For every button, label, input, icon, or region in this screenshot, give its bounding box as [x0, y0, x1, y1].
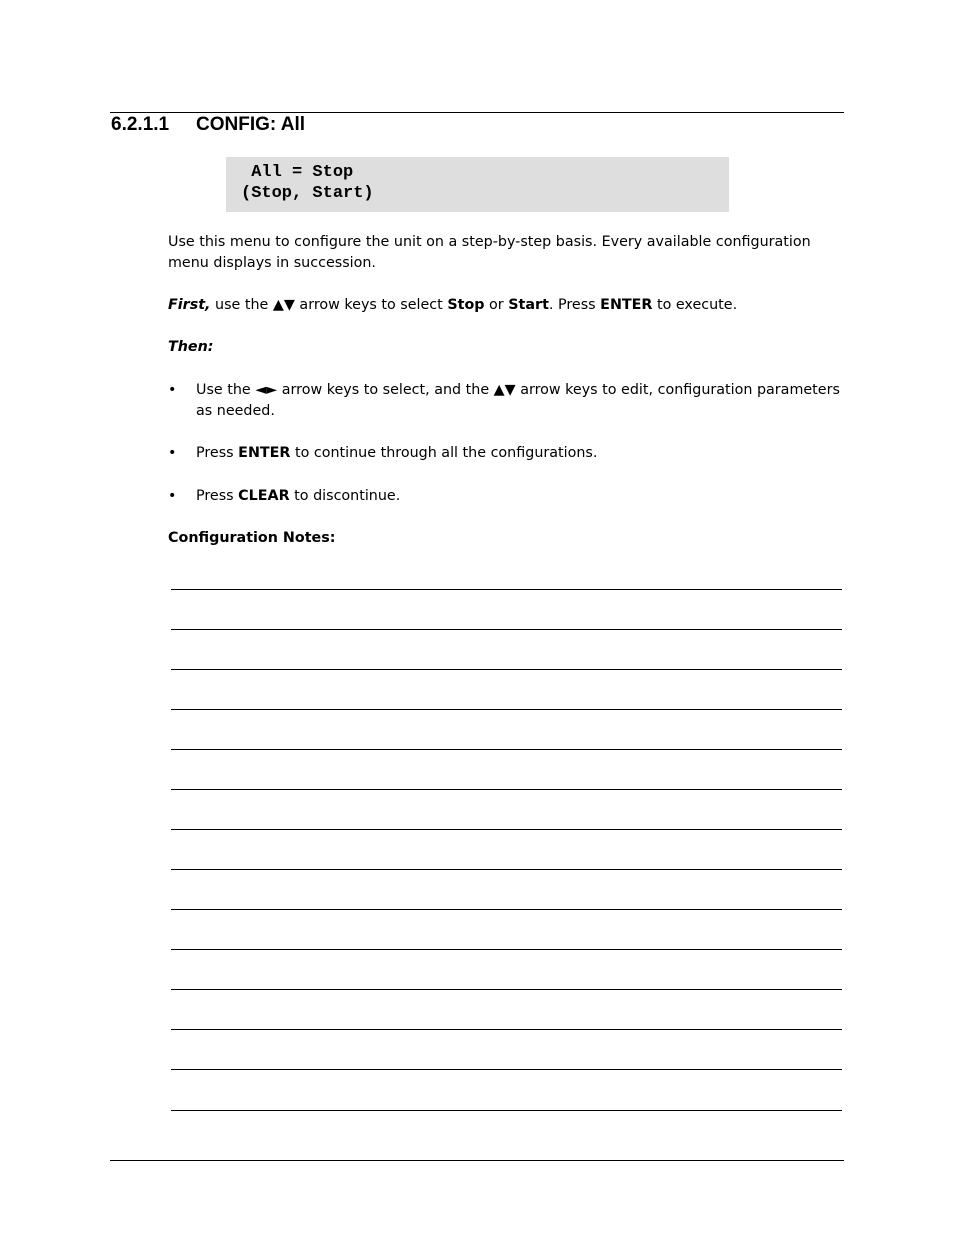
- first-text-1: use the ▲▼ arrow keys to select: [210, 297, 448, 313]
- stop-option: Stop: [447, 297, 485, 313]
- notes-line: [171, 1110, 842, 1111]
- notes-line: [171, 909, 842, 910]
- notes-line: [171, 669, 842, 670]
- notes-line: [171, 709, 842, 710]
- notes-line: [171, 949, 842, 950]
- first-text-2: or: [484, 297, 509, 313]
- bullet-dot: •: [168, 445, 177, 461]
- notes-line: [171, 629, 842, 630]
- bullet-text-2: [196, 443, 844, 464]
- first-text-4: to execute.: [652, 297, 738, 313]
- first-lead: First,: [168, 297, 211, 313]
- notes-line: [171, 989, 842, 990]
- section-number: 6.2.1.1: [111, 114, 170, 135]
- then-label: [168, 337, 844, 358]
- notes-line: [171, 589, 842, 590]
- bullet-3-text-2: to discontinue.: [289, 488, 401, 504]
- enter-key: ENTER: [238, 445, 291, 461]
- clear-key: CLEAR: [238, 488, 290, 504]
- notes-label: [168, 528, 844, 549]
- notes-line: [171, 749, 842, 750]
- notes-line: [171, 869, 842, 870]
- screen-line-2: (Stop, Start): [241, 184, 374, 203]
- section-title: CONFIG: All: [196, 114, 306, 135]
- section-heading: [111, 114, 305, 136]
- bullet-dot: •: [168, 382, 177, 398]
- notes-line: [171, 829, 842, 830]
- bullet-text-1: Use the ◄► arrow keys to select, and the ▲▼ arrow keys to edit, configuration parameters as needed.: [196, 382, 840, 419]
- screen-line-1: All = Stop: [241, 163, 354, 182]
- header-rule: [110, 112, 844, 113]
- bullet-dot: •: [168, 488, 177, 504]
- display-screen-box: [226, 157, 729, 212]
- notes-line: [171, 789, 842, 790]
- first-text-3: . Press: [548, 297, 601, 313]
- bullet-text-3: [196, 486, 844, 507]
- bullet-2-text-2: to continue through all the configurations.: [290, 445, 598, 461]
- first-paragraph: [168, 295, 844, 316]
- bullet-2-text-1: Press: [196, 445, 239, 461]
- then-label-text: Then:: [168, 339, 214, 355]
- notes-label-text: Configuration Notes:: [168, 530, 336, 546]
- intro-paragraph: Use this menu to configure the unit on a step-by-step basis. Every available configuration menu displays in succession.: [168, 234, 811, 271]
- notes-line: [171, 1029, 842, 1030]
- bullet-3-text-1: Press: [196, 488, 239, 504]
- notes-line: [171, 1069, 842, 1070]
- footer-rule: [110, 1160, 844, 1161]
- start-option: Start: [508, 297, 549, 313]
- enter-key: ENTER: [600, 297, 653, 313]
